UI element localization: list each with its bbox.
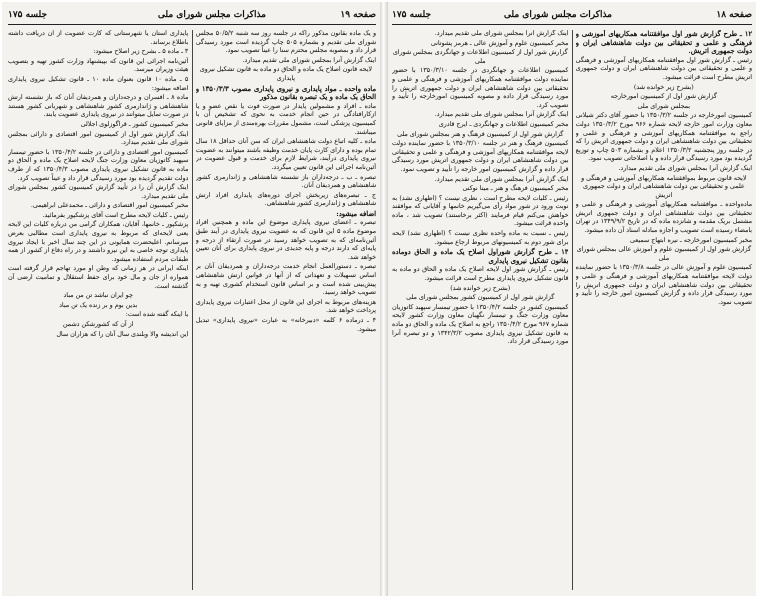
right-page-right-column [576,30,752,590]
left-page-session: جلسه ۱۷۵ [8,10,48,20]
paragraph: چو ایران نباشد تن من مباد [63,292,133,300]
paragraph: بمجلس شورای ملی [637,102,691,110]
paragraph: لایحه قانون اصلاح یک ماده و الحاق دو ماده به قانون تشکیل نیروی پایداری [199,66,372,82]
paragraph: ۴ ـ درماده ۶ کلمه «دبیرخانه» به عبارت «نیروی پایداری» تبدیل میشود. [195,317,376,333]
paragraph: رئیس ـ گزارش شور اول لایحه اصلاح یک ماده و الحاق دو ماده به قانون تشکیل نیروی پایداری مطرح است قرائت میشود. [392,266,569,283]
left-page-number: صفحه ۱۹ [340,10,376,20]
paragraph: هزینه‌های مربوط به اجرای این قانون از محل اعتبارات نیروی پایداری پرداخت خواهد شد. [195,298,376,315]
paragraph: ۵ ـ ماده ۱۰ قانون بعنوان ماده ۱۰ ـ قانون تشکیل نیروی پایداری اضافه میشود: [8,75,189,92]
paragraph: (بشرح زیر خوانده شد) [450,284,511,292]
paragraph: کمیسیون اطلاعات و جهانگردی در جلسه ۱۳۵۰/۳/۱۰ با حضور نماینده دولت موافقتنامه همکاریهای آموزشی و فرهنگی و علمی و تحقیقاتی بین دولت شاهنشاهی ایران و دولت جمهوری اتریش را مورد رسیدگی قرار داده و مصوبه کمیسیون امورخارجه را تأیید و تصویب کرد. [392,67,569,109]
paragraph: از آن که کشورشکن دشمن [62,321,134,328]
right-page-column-rule [572,30,573,590]
paragraph: ج ـ تبصره‌های زیربخش اجرای دوره‌های پایداری افراد ارتش شاهنشاهی و ژاندارمری کشور شاهنشاهی. [195,191,376,208]
paragraph: ماده‌واحده ـ موافقتنامه همکاریهای آموزشی و فرهنگی و علمی و تحقیقاتی بین دولت شاهنشاهی ایران و دولت جمهوری اتریش مشتمل بریک مقدمه و شانزده ماده که در تاریخ ۱۳۴۹/۹/۲ در تهران بامضاء رسیده است تصویب و اجازه مبادله اسناد آن داده میشود. [575,201,752,235]
left-page-body [8,30,376,590]
paragraph: این اندیشه والا وبلندی سال آنان را که هزاران سال [56,330,189,338]
paragraph: ماده ۸ ـ افسران و درجه‌داران و همردیفان آنان که باز نشسته ارتش شاهنشاهی و ژاندارمری کشور شاهنشاهی و شهربانی کشور هستند در صورت تمایل میتوانند در نیروی پایداری عضویت یابند. [8,94,189,119]
right-page-session: جلسه ۱۷۵ [392,10,432,20]
paragraph: گزارش شور اول از کمیسیون امورخارجه [610,93,717,101]
left-page-left-column [8,30,188,590]
paragraph: مخبر کمیسیون علوم و آموزش عالی ـ هرمز پشوتانی [430,39,569,47]
paragraph: گزارش شور اول از کمیسیون اطلاعات و جهانگردی بمجلس شورای ملی [392,49,568,65]
paragraph: مخبر کمیسیون امورخارجه ـ نیره ابتهاج سمیعی [630,236,752,244]
paragraph: اینک گزارش آنرا بمجلس شورای ملی تقدیم میدارد. [242,56,376,64]
paragraph: بدین بوم و بر زنده یک تن مباد [59,301,138,309]
paragraph: (بشرح زیر خوانده شد) [633,83,694,91]
paragraph: ماده ـ افراد و مشمولین پایدار در صورت فوت یا نقص عضو و یا ازکارافتادگی در حین انجام خدمت به نحوی که تشخیص آن با کمیسیون پزشکی است، مشمول مقررات بهره‌مندی از مزایای قانونی میباشند. [195,102,376,136]
paragraph: تبصره ـ ب ـ درجه‌داران باز نشسته شاهنشاهی و ژاندارمری کشور شاهنشاهی و همردیفان آنان. [195,173,376,190]
paragraph: ماده واحده ـ مواد پایداری و نیروی پایداری مصوب ۱۳۵۰/۳/۳ و الحاق یک ماده و یک تبصره بقانون مذکور [195,84,376,102]
paragraph: رئیس ـ کلیات لایحه مطرح است آقای پزشکپور بفرمائید. [42,211,189,219]
paragraph: گزارش شور اول از کمیسیون کشور بمجلس شورای ملی [406,294,555,302]
paragraph: رئیس ـ کلیات لایحه مطرح است ، نظری نیست ؟ (اظهاری نشد) به نوبت ورود در شور مواد رأی می‌گیریم خانمها و آقایانی که موافقند خواهش می‌کنم قیام فرمایند (اکثر برخاستند) تصویب شد ، ماده واحده قرائت میشود. [392,194,569,228]
right-page [392,8,752,590]
paragraph: اینکه ایرانی در هر زمانی که وطن او مورد تهاجم قرار گرفته است همواره از جان و مال خود برای حفظ استقلال و تمامیت ارضی آن گذشته است. [8,265,189,290]
right-page-header [392,8,752,25]
right-page-left-column [392,30,568,590]
paragraph: مخبر کمیسیون امور اقتصادی و دارائی ـ محمدعلی ابراهیمی. [30,202,189,210]
paragraph: گزارش شور اول از کمیسیون علوم و آموزش عالی بمجلس شورای ملی [576,246,752,262]
left-page-column-rule [192,30,193,590]
paragraph: گزارش شور اول از کمیسیون فرهنگ و هنر بمجلس شورای ملی [397,130,564,138]
paragraph: و یک ماده بقانون مذکور راکه در جلسه روز سه شنبه ۵۰/۵/۲ مجلس شورای ملی تقدیم و بشماره ۵۰۵ چاپ گردیده است مورد رسیدگی قرار داد و بمصوبه مجلس محترم سنا را عیناً تصویب نمود. [195,30,376,55]
paragraph: کمیسیون فرهنگ و هنر در جلسه ۱۳۵۰/۳/۱۰ با حضور نماینده دولت لایحه موافقتنامه همکاریهای آموزشی و فرهنگی و علمی و تحقیقاتی بین دولت شاهنشاهی ایران و دولت جمهوری اتریش مورد رسیدگی قرار داده و گزارش کمیسیون امور خارجه را تأیید و تصویب نمود. [392,140,569,173]
right-page-number: صفحه ۱۸ [716,10,752,20]
right-page-title: مذاکرات مجلس شورای ملی [503,10,612,20]
paragraph: پایداری استان یا شهرستانی که کارت عضویت از آن دریافت داشته باطلاع برساند. [8,30,189,46]
left-page-title: مذاکرات مجلس شورای ملی [157,10,266,20]
paragraph: اینک گزارش آنرا بمجلس شورای ملی تقدیم میدارد. [434,30,569,37]
paragraph: یا اینکه گفته شده است: [125,311,189,319]
paragraph: ۱۳ ـ طرح گزارش شوراول اصلاح یک ماده و الحاق دوماده بقانون تشکیل نیروی پایداری [392,248,569,265]
paragraph: اینک گزارش آنرا بمجلس شورای ملی تقدیم میدارد. [618,164,752,172]
paragraph: ماده ـ کلیه اتباع دولت شاهنشاهی ایران که سن آنان حداقل ۱۸ سال تمام بوده و دارای کارت پایان خدمت وظیفه باشند میتوانند به عضویت نیروی پایداری درآیند، شرایط لازم برای خدمت و قبول عضویت در آئین‌نامه اجرائی این قانون تعیین میگردد. [195,138,376,171]
paragraph: رئیس ـ گزارش شور اول موافقتنامه همکاریهای آموزشی و فرهنگی و علمی و تحقیقاتی بین دولت شاهنشاهی ایران و دولت جمهوری اتریش مطرح است قرائت میشود. [575,56,752,81]
paragraph: کمیسیون علوم و آموزش عالی در جلسه ۱۳۵۰/۳/۸ با حضور نماینده دولت لایحه موافقتنامه همکاریهای آموزشی و فرهنگی و علمی و تحقیقاتی بین دولت شاهنشاهی ایران و دولت جمهوری اتریش را مورد رسیدگی قرار داده و گزارش کمیسیون امور خارجه را تأیید و تصویب نمود. [575,264,752,306]
paragraph: مخبر کمیسیون کشور ـ قراگوزلوی اجلالی [80,120,189,128]
paragraph: پزشکپور ـ خانمها، آقایان، همکاران گرامی من درباره کلیات این لایحه یعنی لایحه‌ای که مربوط به نیروی پایداری است مطالبی بعرض میرسانم. اعلیحضرت همایونی در این چند سال اخیر با ایجاد نیروی پایداری توجه خاصی به این نیرو داشتند و در راه دفاع از کشور از همه طبقات مردم استفاده میشود. [8,221,189,263]
left-page-header [8,8,376,25]
paragraph: تبصره ـ اعضای نیروی پایداری موضوع این ماده و همچنین افراد موضوع ماده ۵ این قانون که به عضویت نیروی پایداری در آیند طبق آئین‌نامه‌ای که به تصویب خواهد رسید در صورت ارتقاء از درجه و پایه‌ای که دارند درجه و پایه جدیدی در نیروی پایداری برای آنان تعیین خواهد شد. [195,219,376,261]
paragraph: اینک گزارش شور اول از کمیسیون امور اقتصادی و دارائی بمجلس شورای ملی تقدیم میدارد. [8,130,189,147]
paragraph: اینک گزارش آنرا بمجلس شورای ملی تقدیم میدارد. [434,111,569,119]
paragraph: مخبر کمیسیون فرهنگ و هنر ـ مینا نوکنی [462,185,569,193]
paragraph: ۳ ـ ماده ۵ ـ بشرح زیر اصلاح میشود: [93,48,189,56]
paragraph: اینک گزارش آنرا بمجلس شورای ملی تقدیم میدارد. [434,175,569,183]
newspaper-spread [2,2,756,596]
paragraph: اینک گزارش آن را در تأیید گزارش کمیسیون کشور بمجلس شورای ملی تقدیم میدارد. [8,184,189,200]
paragraph: آئین‌نامه اجرائی این قانون که بپیشنهاد وزارت کشور تهیه و بتصویب هیئت وزیران میرسد. [8,57,189,74]
book-gutter [380,2,388,596]
paragraph: کمیسیون امورخارجه در جلسه ۱۳۵۰/۳/۲ با حضور آقای دکتر شیلانی معاون وزارت امور خارجه لایحه شماره ۹۶۶ مورخ ۱۳۵۰/۳/۲ دولت راجع به موافقتنامه همکاریهای آموزشی و فرهنگی و علمی و تحقیقاتی بین دولت شاهنشاهی ایران و دولت جمهوری اتریش را که در جلسه روز پنجشنبه ۱۳۵۰/۳/۲ اعلام و بشماره ۵۰۳ چاپ و توزیع گردیده بود مورد رسیدگی قرار داده و با اصلاحاتی تصویب نمود. [575,112,752,163]
left-page-right-column [196,30,376,590]
paragraph: ۱۲ ـ طرح گزارش شور اول موافقتنامه همکاریهای آموزشی و فرهنگی و علمی و تحقیقاتی بین دولت شاهنشاهی ایران و دولت جمهوری اتریش. [575,30,752,56]
right-page-body [392,30,752,590]
paragraph: مخبر کمیسیون اطلاعات و جهانگردی ـ ایرج قادری [438,120,569,128]
paragraph: اضافه میشود: [336,209,376,218]
paragraph: کمیسیون امور اقتصادی و دارائی در جلسه ۱۳۵۰/۴/۲ با حضور تیمسار سپهبد کاتوزیان معاون وزارت جنگ لایحه اصلاح یک ماده و الحاق دو ماده به قانون تشکیل نیروی پایداری مصوب ۱۳۵۰/۴/۳ که از طرف دولت تقدیم گردیده بود مورد رسیدگی قرار داد و عیناً تصویب کرد. [8,148,189,182]
paragraph: رئیس ـ نسبت به ماده واحده نظری نیست ؟ (اظهاری نشد) لایحه برای شور دوم به کمیسیونهای مربوط ارجاع میشود. [392,230,569,246]
left-page [8,8,376,590]
paragraph: تبصره ـ دستورالعمل انجام خدمت درجه‌داران و همردیفان آنان بر اساس تسهیلات و تعهداتی که از آنها در قوانین ارتش شاهنشاهی پیش‌بینی شده است و بر اساس قانون استخدام کشوری تهیه و به تصویب خواهد رسید. [195,263,376,297]
paragraph: کمیسیون کشور در جلسه ۱۳۵۰/۴/۲ با حضور تیمسار سپهبد کاتوزیان معاون وزارت جنگ و تیمسار نگهبان معاون وزارت کشور لایحه شماره ۹۶۷ مورخ ۱۳۵۰/۴/۲ راجع به اصلاح یک ماده و الحاق دو ماده به قانون تشکیل نیروی پایداری مصوب ۱۳۴۲/۳/۲ و دو تبصره آنرا مورد رسیدگی قرار داد. [392,303,569,346]
paragraph: لایحه قانون مربوط بموافقتنامه همکاریهای آموزشی و فرهنگی و علمی و تحقیقاتی بین دولت شاهنشاهی ایران و دولت جمهوری اتریش [581,174,747,199]
